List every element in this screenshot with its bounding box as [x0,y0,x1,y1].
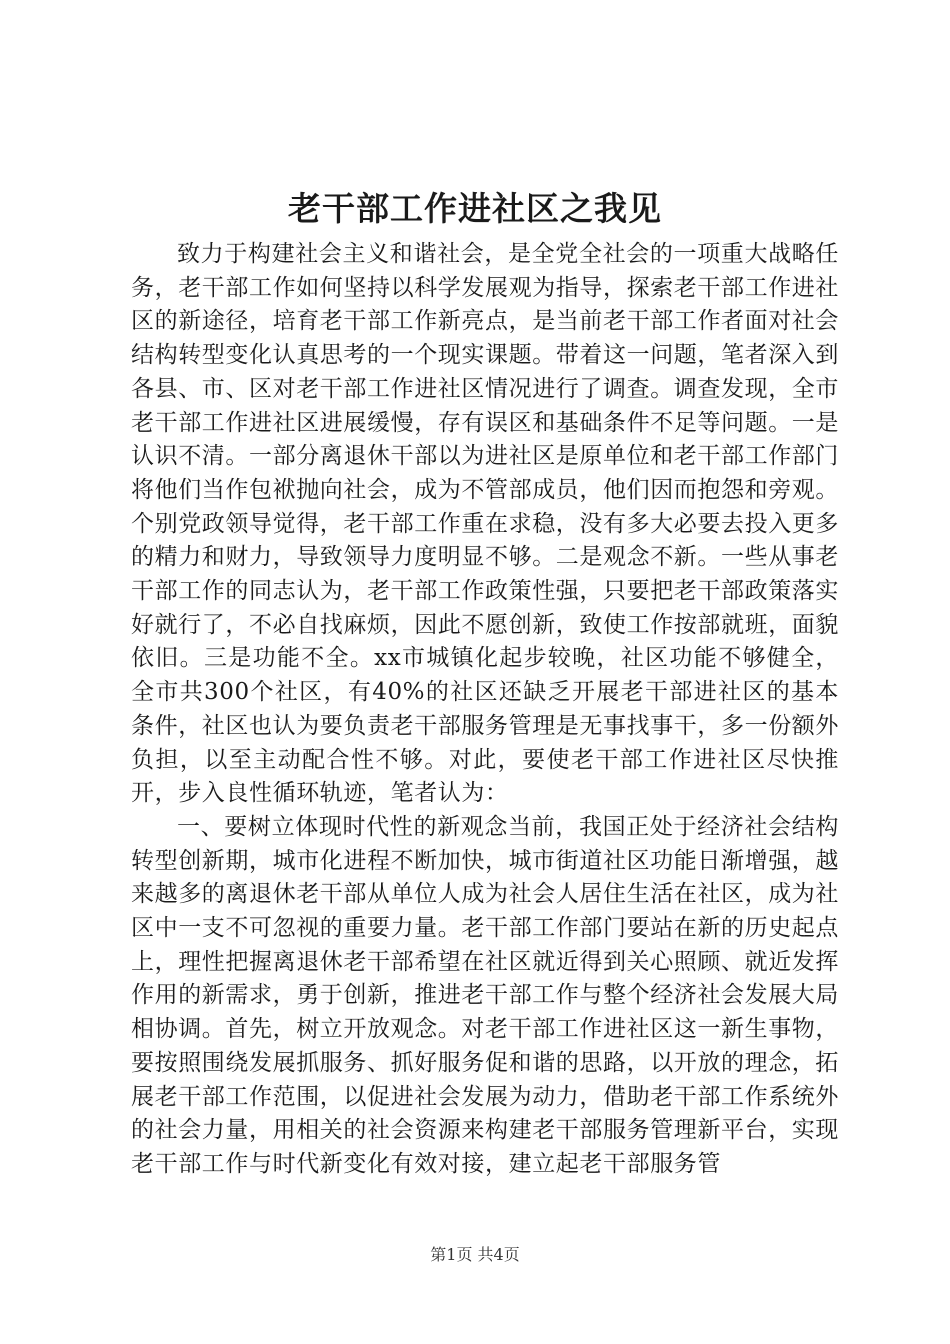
document-title: 老干部工作进社区之我见 [288,189,662,228]
paragraph-2: 一、要树立体现时代性的新观念当前，我国正处于经济社会结构转型创新期，城市化进程不断加快，城市街道社区功能日渐增强，越来越多的离退休老干部从单位人成为社会人居住生活在社区，成为社区中一支不可忽视的重要力量。老干部工作部门要站在新的历史起点上，理性把握离退休老干部希望在社区就近得到关心照顾、就近发挥作用的新需求，勇于创新，推进老干部工作与整个经济社会发展大局相协调。首先，树立开放观念。对老干部工作进社区这一新生事物，要按照围绕发展抓服务、抓好服务促和谐的思路，以开放的理念，拓展老干部工作范围，以促进社会发展为动力，借助老干部工作系统外的社会力量，用相关的社会资源来构建老干部服务管理新平台，实现老干部工作与时代新变化有效对接，建立起老干部服务管 [131,813,839,1177]
paragraph-1: 致力于构建社会主义和谐社会，是全党全社会的一项重大战略任务，老干部工作如何坚持以科学发展观为指导，探索老干部工作进社区的新途径，培育老干部工作新亮点，是当前老干部工作者面对社会结构转型变化认真思考的一个现实课题。带着这一问题，笔者深入到各县、市、区对老干部工作进社区情况进行了调查。调查发现，全市老干部工作进社区进展缓慢，存有误区和基础条件不足等问题。一是认识不清。一部分离退休干部以为进社区是原单位和老干部工作部门将他们当作包袱抛向社会，成为不管部成员，他们因而抱怨和旁观。个别党政领导觉得，老干部工作重在求稳，没有多大必要去投入更多的精力和财力，导致领导力度明显不够。二是观念不新。一些从事老干部工作的同志认为，老干部工作政策性强，只要把老干部政策落实好就行了，不必自找麻烦，因此不愿创新，致使工作按部就班，面貌依旧。三是功能不全。xx市城镇化起步较晚，社区功能不够健全，全市共300个社区，有40%的社区还缺乏开展老干部进社区的基本条件，社区也认为要负责老干部服务管理是无事找事干，多一份额外负担，以至主动配合性不够。对此，要使老干部工作进社区尽快推开，步入良性循环轨迹，笔者认为： [131,241,839,807]
document-body [131,238,839,1182]
page-number-footer: 第1页 共4页 [430,1245,520,1264]
